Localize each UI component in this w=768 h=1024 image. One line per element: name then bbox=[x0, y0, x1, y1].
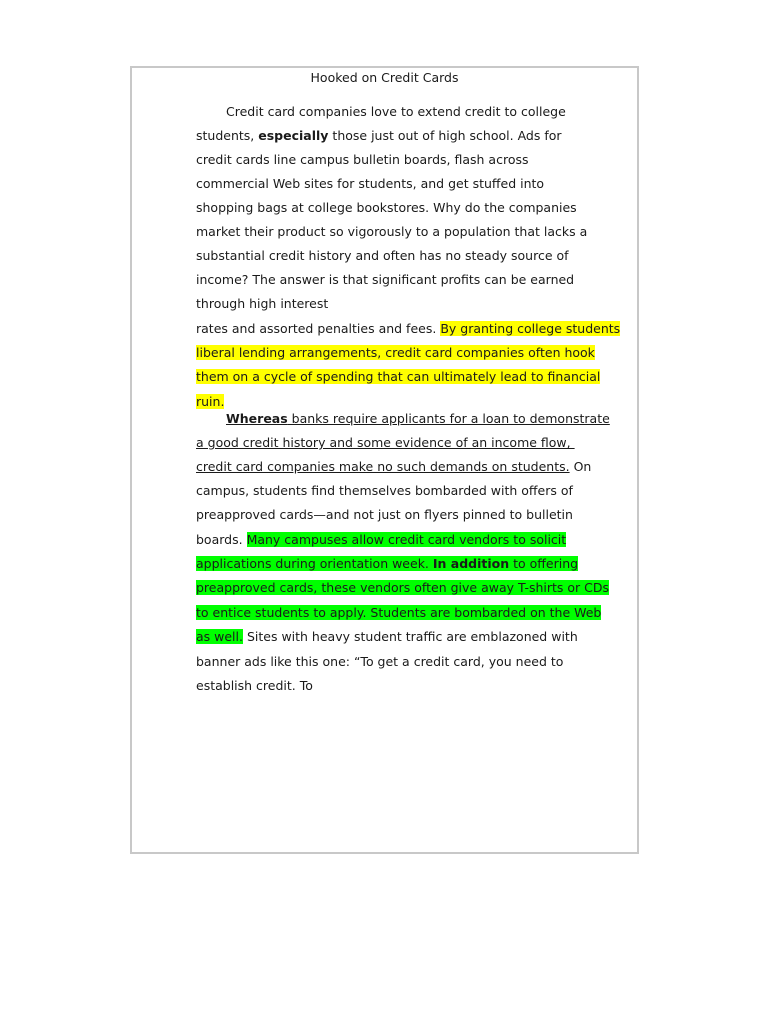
highlighted-text: Many campuses allow credit card vendors to solicit bbox=[246, 532, 567, 547]
text-segment: market their product so vigorously to a population that lacks a bbox=[196, 224, 588, 239]
text-line bbox=[196, 605, 601, 621]
text-segment: establish credit. To bbox=[196, 678, 313, 693]
text-segment: credit cards line campus bulletin boards, flash across bbox=[196, 152, 529, 167]
text-line bbox=[196, 654, 563, 670]
text-segment: commercial Web sites for students, and get stuffed into bbox=[196, 176, 545, 191]
text-segment: Credit card companies love to extend credit to college bbox=[226, 104, 566, 119]
highlighted-text: liberal lending arrangements, credit card companies often hook bbox=[196, 345, 595, 360]
text-line bbox=[196, 248, 569, 264]
text-segment: campus, students find themselves bombarded with offers of bbox=[196, 483, 573, 498]
text-line bbox=[196, 128, 562, 144]
highlighted-text: to offering bbox=[509, 556, 579, 571]
highlighted-text: preapproved cards, these vendors often give away T-shirts or CDs bbox=[196, 580, 610, 595]
highlighted-text: In addition bbox=[432, 556, 510, 571]
highlighted-text: applications during orientation week. bbox=[196, 556, 433, 571]
text-segment: credit card companies make no such demands on students. bbox=[196, 459, 570, 474]
text-line bbox=[196, 435, 575, 451]
text-line bbox=[196, 296, 328, 312]
text-line bbox=[196, 176, 544, 192]
text-line bbox=[196, 394, 224, 410]
highlighted-text: ruin. bbox=[196, 394, 225, 409]
text-line bbox=[196, 678, 313, 694]
document-title: Hooked on Credit Cards bbox=[310, 70, 459, 85]
text-line bbox=[196, 580, 609, 596]
text-segment: students, bbox=[196, 128, 259, 143]
document-page bbox=[130, 66, 639, 854]
text-segment: income? The answer is that significant profits can be earned bbox=[196, 272, 575, 287]
text-line bbox=[226, 104, 566, 120]
text-segment: shopping bags at college bookstores. Why do the companies bbox=[196, 200, 577, 215]
text-line bbox=[196, 507, 573, 523]
text-line bbox=[196, 556, 578, 572]
text-segment: those just out of high school. Ads for bbox=[328, 128, 562, 143]
text-line bbox=[196, 272, 574, 288]
text-line bbox=[196, 369, 600, 385]
text-line bbox=[196, 629, 578, 645]
text-segment: a good credit history and some evidence of an income flow, bbox=[196, 435, 575, 450]
text-line bbox=[196, 459, 591, 475]
bold-text: especially bbox=[258, 128, 329, 143]
highlighted-text: to entice students to apply. Students are bombarded on the Web bbox=[196, 605, 602, 620]
text-line bbox=[196, 224, 587, 240]
text-segment: rates and assorted penalties and fees. bbox=[196, 321, 441, 336]
text-segment: substantial credit history and often has no steady source of bbox=[196, 248, 569, 263]
text-line bbox=[196, 200, 577, 216]
text-segment: banks require applicants for a loan to demonstrate bbox=[287, 411, 610, 426]
highlighted-text: them on a cycle of spending that can ultimately lead to financial bbox=[196, 369, 601, 384]
text-line bbox=[196, 321, 620, 337]
text-line bbox=[196, 152, 529, 168]
text-segment: through high interest bbox=[196, 296, 329, 311]
text-segment: boards. bbox=[196, 532, 247, 547]
text-segment: On bbox=[569, 459, 592, 474]
text-segment: Sites with heavy student traffic are emblazoned with bbox=[242, 629, 578, 644]
highlighted-text: By granting college students bbox=[440, 321, 621, 336]
text-line bbox=[196, 345, 595, 361]
text-line bbox=[226, 411, 610, 427]
bold-text: Whereas bbox=[226, 411, 288, 426]
highlighted-text: as well. bbox=[196, 629, 243, 644]
text-line bbox=[196, 532, 566, 548]
text-segment: banner ads like this one: “To get a credit card, you need to bbox=[196, 654, 564, 669]
text-line bbox=[196, 483, 573, 499]
text-segment: preapproved cards—and not just on flyers pinned to bulletin bbox=[196, 507, 573, 522]
